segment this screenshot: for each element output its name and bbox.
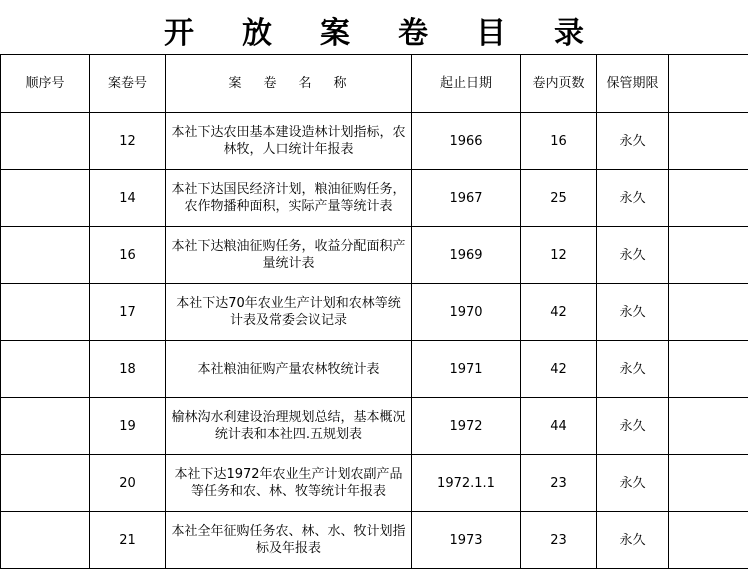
- row-seq: [1, 512, 90, 569]
- row-date: 1973: [412, 512, 521, 569]
- row-retention: 永久: [597, 341, 669, 398]
- row-retention: 永久: [597, 113, 669, 170]
- row-pages: 44: [521, 398, 597, 455]
- row-case-no: 20: [90, 455, 166, 512]
- row-seq: [1, 398, 90, 455]
- row-seq: [1, 284, 90, 341]
- row-pages: 23: [521, 512, 597, 569]
- row-name: 本社下达70年农业生产计划和农林等统计表及常委会议记录: [166, 284, 412, 341]
- row-pages: 23: [521, 455, 597, 512]
- header-dates: 起止日期: [412, 55, 521, 113]
- row-pages: 25: [521, 170, 597, 227]
- row-case-no: 21: [90, 512, 166, 569]
- row-date: 1972: [412, 398, 521, 455]
- row-case-no: 12: [90, 113, 166, 170]
- row-name: 本社下达农田基本建设造林计划指标，农林牧，人口统计年报表: [166, 113, 412, 170]
- row-case-no: 16: [90, 227, 166, 284]
- row-seq: [1, 170, 90, 227]
- row-empty: [669, 455, 748, 512]
- table-row: [1, 341, 748, 398]
- row-date: 1967: [412, 170, 521, 227]
- table-row: [1, 512, 748, 569]
- row-empty: [669, 398, 748, 455]
- row-empty: [669, 113, 748, 170]
- row-date: 1969: [412, 227, 521, 284]
- header-empty: [669, 55, 748, 113]
- row-seq: [1, 227, 90, 284]
- row-retention: 永久: [597, 227, 669, 284]
- row-retention: 永久: [597, 170, 669, 227]
- row-date: 1966: [412, 113, 521, 170]
- row-name: 本社下达国民经济计划，粮油征购任务，农作物播种面积，实际产量等统计表: [166, 170, 412, 227]
- page-title: 开放案卷目录: [164, 16, 632, 51]
- row-seq: [1, 113, 90, 170]
- row-empty: [669, 284, 748, 341]
- table-row: [1, 170, 748, 227]
- row-retention: 永久: [597, 284, 669, 341]
- header-pages: 卷内页数: [521, 55, 597, 113]
- header-name: 案卷名称: [166, 55, 412, 113]
- row-name: 本社全年征购任务农、林、水、牧计划指标及年报表: [166, 512, 412, 569]
- row-empty: [669, 512, 748, 569]
- table-row: [1, 227, 748, 284]
- row-date: 1970: [412, 284, 521, 341]
- row-case-no: 18: [90, 341, 166, 398]
- row-date: 1972.1.1: [412, 455, 521, 512]
- catalog-table: [0, 54, 748, 569]
- header-row: [1, 55, 748, 113]
- row-name: 本社下达1972年农业生产计划农副产品等任务和农、林、牧等统计年报表: [166, 455, 412, 512]
- row-name: 本社下达粮油征购任务，收益分配面积产量统计表: [166, 227, 412, 284]
- header-retention: 保管期限: [597, 55, 669, 113]
- table-row: [1, 398, 748, 455]
- row-case-no: 19: [90, 398, 166, 455]
- row-name: 榆林沟水利建设治理规划总结，基本概况统计表和本社四.五规划表: [166, 398, 412, 455]
- row-seq: [1, 341, 90, 398]
- row-empty: [669, 227, 748, 284]
- row-case-no: 14: [90, 170, 166, 227]
- table-row: [1, 113, 748, 170]
- row-pages: 16: [521, 113, 597, 170]
- row-pages: 42: [521, 341, 597, 398]
- row-date: 1971: [412, 341, 521, 398]
- row-pages: 42: [521, 284, 597, 341]
- table-row: [1, 455, 748, 512]
- row-retention: 永久: [597, 398, 669, 455]
- title-bar: [0, 0, 748, 54]
- row-retention: 永久: [597, 455, 669, 512]
- row-retention: 永久: [597, 512, 669, 569]
- header-case-no: 案卷号: [90, 55, 166, 113]
- row-name: 本社粮油征购产量农林牧统计表: [166, 341, 412, 398]
- table-row: [1, 284, 748, 341]
- row-seq: [1, 455, 90, 512]
- row-pages: 12: [521, 227, 597, 284]
- header-seq: 顺序号: [1, 55, 90, 113]
- row-empty: [669, 170, 748, 227]
- row-empty: [669, 341, 748, 398]
- row-case-no: 17: [90, 284, 166, 341]
